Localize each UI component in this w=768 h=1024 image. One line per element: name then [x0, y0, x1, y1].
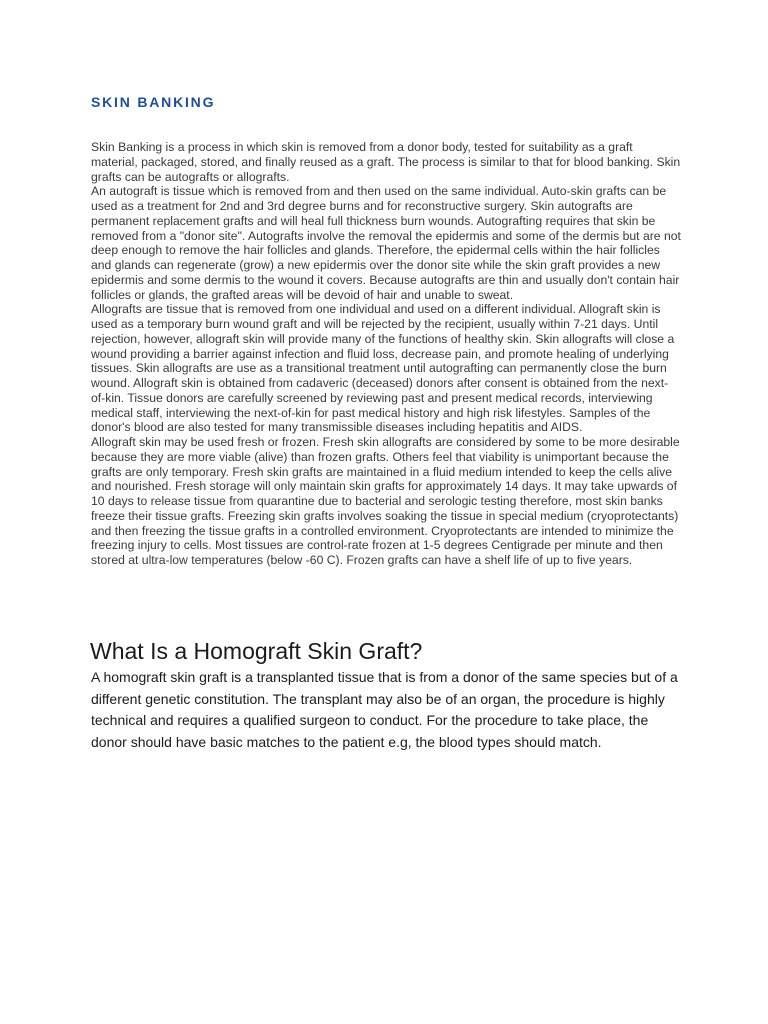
section-heading-skin-banking: SKIN BANKING	[91, 94, 216, 110]
paragraph-allograft: Allografts are tissue that is removed from one individual and used on a different individual. Allograft skin is used as a temporary burn wound graft and will be rejected by the recipient, usually within 7-21 days. Until rejection, however, allograft skin will provide many of the functions of healthy skin. Skin allografts will close a wound providing a barrier against infection and fluid loss, decrease pain, and promote healing of underlying tissues. Skin allografts are use as a transitional treatment until autografting can permanently close the burn wound. Allograft skin is obtained from cadaveric (deceased) donors after consent is obtained from the next-of-kin. Tissue donors are carefully screened by reviewing past and present medical records, interviewing medical staff, interviewing the next-of-kin for past medical history and high risk lifestyles. Samples of the donor's blood are also tested for many transmissible diseases including hepatitis and AIDS.	[91, 302, 675, 435]
paragraph-autograft: An autograft is tissue which is removed from and then used on the same individual. Auto-skin grafts can be used as a treatment for 2nd and 3rd degree burns and for reconstructive surgery. Skin autografts are permanent replacement grafts and will heal full thickness burn wounds. Autografting requires that skin be removed from a "donor site". Autografts involve the removal the epidermis and some of the dermis but are not deep enough to remove the hair follicles and glands. Therefore, the epidermal cells within the hair follicles and glands can regenerate (grow) a new epidermis over the donor site while the skin graft provides a new epidermis and some dermis to the wound it covers. Because autografts are thin and usually don't contain hair follicles or glands, the grafted areas will be devoid of hair and unable to sweat.	[91, 184, 681, 302]
skin-banking-body	[91, 140, 681, 568]
homograft-title: What Is a Homograft Skin Graft?	[90, 638, 423, 664]
paragraph-intro: Skin Banking is a process in which skin is removed from a donor body, tested for suitability as a graft material, packaged, stored, and finally reused as a graft. The process is similar to that for blood banking. Skin grafts can be autografts or allografts.	[91, 140, 681, 184]
paragraph-fresh-frozen: Allograft skin may be used fresh or frozen. Fresh skin allografts are considered by some to be more desirable because they are more viable (alive) than frozen grafts. Others feel that viability is unimportant because the grafts are only temporary. Fresh skin grafts are maintained in a fluid medium intended to keep the cells alive and nourished. Fresh storage will only maintain skin grafts for approximately 14 days. It may take upwards of 10 days to release tissue from quarantine due to bacterial and serologic testing therefore, most skin banks freeze their tissue grafts. Freezing skin grafts involves soaking the tissue in special medium (cryoprotectants) and then freezing the tissue grafts in a controlled environment. Cryoprotectants are intended to minimize the freezing injury to cells. Most tissues are control-rate frozen at 1-5 degrees Centigrade per minute and then stored at ultra-low temperatures (below -60 C). Frozen grafts can have a shelf life of up to five years.	[91, 435, 680, 567]
homograft-body: A homograft skin graft is a transplanted tissue that is from a donor of the same species but of a different genetic constitution. The transplant may also be of an organ, the procedure is highly technical and requires a qualified surgeon to conduct. For the procedure to take place, the donor should have basic matches to the patient e.g, the blood types should match.	[91, 669, 678, 750]
